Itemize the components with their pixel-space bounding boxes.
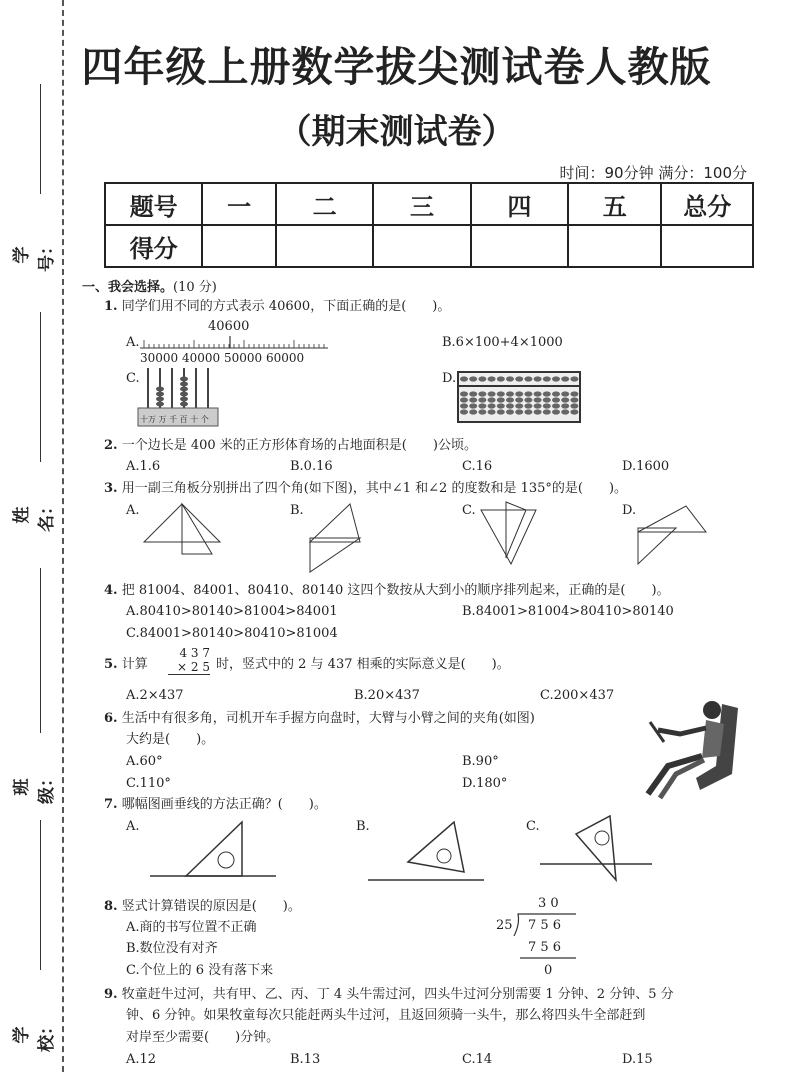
triangle-angle-a xyxy=(142,502,222,558)
option-a: A.12 xyxy=(126,1052,157,1067)
option-a: A.商的书写位置不正确 xyxy=(126,920,257,935)
question-text: 一个边长是 400 米的正方形体育场的占地面积是( )公顷。 xyxy=(121,438,477,453)
question-2 xyxy=(104,437,477,454)
abacus-bead xyxy=(534,397,542,402)
abacus-bead xyxy=(570,376,578,381)
abacus-bead xyxy=(478,397,486,402)
option-d: D.15 xyxy=(622,1052,653,1067)
question-text: 把 81004、84001、80410、80140 这四个数按从大到小的顺序排列起来，正确的是( )。 xyxy=(121,583,670,598)
abacus-bead xyxy=(478,376,486,381)
option-b: B.20×437 xyxy=(354,688,420,703)
ruler-label: 40600 xyxy=(208,319,250,334)
question-text: 竖式计算错误的原因是( )。 xyxy=(121,899,301,914)
abacus-bead xyxy=(506,409,514,414)
option-b: B. xyxy=(356,819,370,834)
abacus-bead xyxy=(524,397,532,402)
abacus-bead xyxy=(534,391,542,396)
abacus-bead xyxy=(515,409,523,414)
abacus-bead xyxy=(561,391,569,396)
option-b: B.0.16 xyxy=(290,459,333,474)
page-title: 四年级上册数学拔尖测试卷人教版 xyxy=(81,43,712,91)
abacus-bead xyxy=(469,376,477,381)
abacus-bead xyxy=(570,391,578,396)
question-9 xyxy=(104,986,674,1003)
perpendicular-figure-c xyxy=(540,814,656,880)
option-a: A.2×437 xyxy=(126,688,184,703)
score-input-cell[interactable] xyxy=(471,225,568,267)
score-value-row xyxy=(105,225,753,267)
bead-abacus-image xyxy=(458,372,580,422)
abacus-bead xyxy=(543,376,551,381)
abacus-bead xyxy=(570,409,578,414)
option-b: B.13 xyxy=(290,1052,321,1067)
abacus-bead xyxy=(552,397,560,402)
xuexiao-rule xyxy=(40,820,41,970)
abacus-bead xyxy=(478,391,486,396)
abacus-bead xyxy=(460,376,468,381)
score-cell: 一 xyxy=(202,183,276,225)
option-c: C.200×437 xyxy=(540,688,615,703)
question-number: 2. xyxy=(104,438,118,453)
question-text: 同学们用不同的方式表示 40600，下面正确的是( )。 xyxy=(121,299,451,314)
abacus-bead xyxy=(469,403,477,408)
question-text: 牧童赶牛过河，共有甲、乙、丙、丁 4 头牛需过河，四头牛过河分别需要 1 分钟、2 分钟、5 分 xyxy=(121,987,674,1002)
abacus-bead xyxy=(506,403,514,408)
section-points: (10 分) xyxy=(173,280,217,295)
abacus-bead xyxy=(570,403,578,408)
score-input-cell[interactable] xyxy=(202,225,276,267)
abacus-bead xyxy=(552,391,560,396)
abacus-bead xyxy=(543,397,551,402)
abacus-bead xyxy=(543,409,551,414)
question-text: 用一副三角板分别拼出了四个角(如下图)，其中∠1 和∠2 的度数和是 135°的是( )。 xyxy=(121,481,628,496)
abacus-bead xyxy=(561,403,569,408)
question-7 xyxy=(104,796,327,813)
score-input-cell[interactable] xyxy=(661,225,753,267)
abacus-bead xyxy=(570,397,578,402)
abacus-bead xyxy=(497,403,505,408)
score-input-cell[interactable] xyxy=(373,225,470,267)
division-dividend: 7 5 6 xyxy=(528,918,562,933)
banji-rule xyxy=(40,568,41,733)
abacus-bead xyxy=(561,376,569,381)
question-text-post: 时，竖式中的 2 与 437 相乘的实际意义是( )。 xyxy=(216,657,510,672)
division-product: 7 5 6 xyxy=(528,940,562,955)
option-d: D. xyxy=(622,503,637,518)
banji-label: 班级： xyxy=(12,770,57,804)
section-title: 一、我会选择。 xyxy=(82,280,174,295)
question-5 xyxy=(104,656,148,673)
score-table xyxy=(104,182,754,268)
abacus-bead xyxy=(515,403,523,408)
abacus-bead xyxy=(469,391,477,396)
question-number: 9. xyxy=(104,987,118,1002)
abacus-bead xyxy=(534,403,542,408)
score-cell: 二 xyxy=(276,183,373,225)
score-header-row xyxy=(105,183,753,225)
score-cell: 四 xyxy=(471,183,568,225)
abacus-bead xyxy=(506,397,514,402)
option-a: A. xyxy=(126,335,140,350)
abacus-bead xyxy=(497,409,505,414)
score-cell: 总分 xyxy=(661,183,753,225)
score-row-label: 得分 xyxy=(105,225,202,267)
abacus-place-labels: 十万 万 千 百 十 个 xyxy=(140,415,209,424)
question-number: 1. xyxy=(104,299,118,314)
abacus-bead xyxy=(543,403,551,408)
abacus-bead xyxy=(460,397,468,402)
ruler-tick-labels: 30000 40000 50000 60000 xyxy=(140,351,305,365)
triangle-angle-b xyxy=(300,502,370,574)
option-b: B.84001>81004>80410>80140 xyxy=(462,604,674,619)
option-c: C.110° xyxy=(126,776,171,791)
option-c: C. xyxy=(462,503,476,518)
abacus-bead xyxy=(478,403,486,408)
option-d: D. xyxy=(442,371,457,386)
score-cell: 三 xyxy=(373,183,470,225)
question-number: 7. xyxy=(104,797,118,812)
vertical-multiplication xyxy=(168,646,210,675)
driver-illustration xyxy=(640,694,740,800)
question-number: 5. xyxy=(104,657,118,672)
question-4 xyxy=(104,582,670,599)
abacus-bead xyxy=(515,391,523,396)
abacus-bead xyxy=(488,376,496,381)
multiplicand: 4 3 7 xyxy=(179,646,210,660)
abacus-bead xyxy=(469,409,477,414)
abacus-bead xyxy=(488,403,496,408)
triangle-angle-d xyxy=(636,502,712,568)
option-a: A.80410>80140>81004>84001 xyxy=(126,604,338,619)
abacus-bead xyxy=(552,409,560,414)
abacus-bead xyxy=(497,397,505,402)
abacus-bead xyxy=(534,409,542,414)
score-input-cell[interactable] xyxy=(276,225,373,267)
option-b: B.数位没有对齐 xyxy=(126,941,218,956)
abacus-bead xyxy=(552,376,560,381)
division-rule xyxy=(520,956,578,960)
abacus-bead xyxy=(488,397,496,402)
question-3 xyxy=(104,480,627,497)
option-c: C.个位上的 6 没有落下来 xyxy=(126,963,274,978)
score-input-cell[interactable] xyxy=(568,225,661,267)
abacus-bead xyxy=(460,403,468,408)
abacus-bead xyxy=(469,397,477,402)
abacus-bead xyxy=(515,397,523,402)
abacus-bead xyxy=(460,391,468,396)
abacus-bead xyxy=(460,409,468,414)
division-remainder: 0 xyxy=(544,963,553,978)
abacus-bead xyxy=(534,376,542,381)
xuehao-label: 学号： xyxy=(12,238,57,272)
abacus-bead xyxy=(497,376,505,381)
abacus-bead xyxy=(524,409,532,414)
exam-info: 时间：90分钟 满分：100分 xyxy=(559,164,747,182)
xuexiao-label: 学校： xyxy=(12,1018,57,1052)
question-text-line2: 钟、6 分钟。如果牧童每次只能赶两头牛过河，且返回须骑一头牛，那么将四头牛全部赶到 xyxy=(126,1008,646,1023)
question-number: 3. xyxy=(104,481,118,496)
abacus-bead xyxy=(552,403,560,408)
multiplier: × 2 5 xyxy=(168,660,210,675)
abacus-bead xyxy=(561,397,569,402)
abacus-bead xyxy=(506,391,514,396)
question-1 xyxy=(104,298,450,315)
abacus-bead xyxy=(524,403,532,408)
option-a: A.1.6 xyxy=(126,459,161,474)
abacus-bead xyxy=(478,409,486,414)
option-b: B.6×100+4×1000 xyxy=(442,335,563,350)
score-cell: 题号 xyxy=(105,183,202,225)
abacus-bead xyxy=(515,376,523,381)
xingming-rule xyxy=(40,312,41,462)
abacus-bead xyxy=(524,376,532,381)
option-c: C. xyxy=(126,371,140,386)
abacus-bead xyxy=(506,376,514,381)
option-c: C.84001>80140>80410>81004 xyxy=(126,626,338,641)
option-b: B. xyxy=(290,503,304,518)
abacus-bead xyxy=(524,391,532,396)
question-number: 8. xyxy=(104,899,118,914)
option-c: C.14 xyxy=(462,1052,493,1067)
division-divisor: 25 xyxy=(496,918,513,933)
question-8 xyxy=(104,898,301,915)
division-quotient: 3 0 xyxy=(538,896,559,911)
question-number: 6. xyxy=(104,711,118,726)
xingming-label: 姓名： xyxy=(12,498,57,532)
abacus-bead xyxy=(561,409,569,414)
question-text-line2: 大约是( )。 xyxy=(126,732,215,747)
option-d: D.180° xyxy=(462,776,508,791)
option-a: A. xyxy=(126,819,140,834)
abacus-bead xyxy=(488,391,496,396)
option-a: A.60° xyxy=(126,754,163,769)
question-text: 生活中有很多角，司机开车手握方向盘时，大臂与小臂之间的夹角(如图) xyxy=(121,711,535,726)
question-text: 哪幅图画垂线的方法正确？( )。 xyxy=(121,797,327,812)
option-d: D.1600 xyxy=(622,459,670,474)
section-heading xyxy=(82,276,217,295)
binding-dashed-line xyxy=(62,0,64,1072)
page-subtitle: （期末测试卷） xyxy=(277,112,516,152)
option-c: C. xyxy=(526,819,540,834)
perpendicular-figure-b xyxy=(368,822,488,884)
triangle-angle-c xyxy=(476,500,546,570)
question-number: 4. xyxy=(104,583,118,598)
abacus-bead xyxy=(543,391,551,396)
option-a: A. xyxy=(126,503,140,518)
option-b: B.90° xyxy=(462,754,499,769)
perpendicular-figure-a xyxy=(150,818,280,884)
question-text-pre: 计算 xyxy=(121,657,148,672)
abacus-bead xyxy=(488,409,496,414)
question-6 xyxy=(104,710,535,727)
score-cell: 五 xyxy=(568,183,661,225)
question-text-line3: 对岸至少需要( )分钟。 xyxy=(126,1030,280,1045)
abacus-bead xyxy=(497,391,505,396)
option-c: C.16 xyxy=(462,459,493,474)
